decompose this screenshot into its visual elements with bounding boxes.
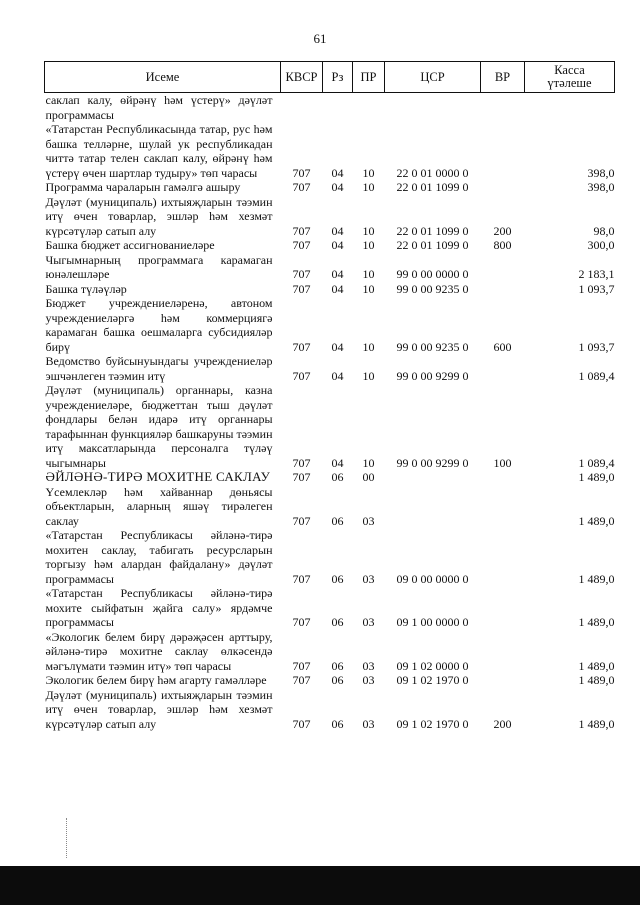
- cell-csr: 22 0 01 1099 0: [396, 223, 469, 238]
- cell-amount: 1 093,7: [578, 339, 615, 354]
- cell-amount: [525, 93, 615, 123]
- cell-csr: 99 0 00 9299 0: [396, 368, 469, 383]
- cell-kvsr: 707: [292, 716, 311, 731]
- cell-kvsr: 707: [292, 470, 311, 484]
- cell-rz: 06: [331, 716, 344, 731]
- cell-name: «Татарстан Республикасы әйләнә-тирә мохите сыйфатын җайга салу» ярдәмче программасы: [45, 586, 273, 629]
- table-row: [45, 630, 615, 674]
- cell-rz: 06: [331, 470, 344, 484]
- cell-csr: [385, 470, 481, 485]
- cell-amount: 1 089,4: [578, 368, 615, 383]
- cell-csr: 09 0 00 0000 0: [396, 571, 469, 586]
- cell-name: ӘЙЛӘНӘ-ТИРӘ МОХИТНЕ САКЛАУ: [45, 469, 271, 484]
- cell-vr: 100: [493, 455, 512, 470]
- cell-vr: 200: [493, 716, 512, 731]
- cell-name: Программа чараларын гамәлгә ашыру: [45, 180, 241, 194]
- table-row: [45, 282, 615, 297]
- cell-amount: 1 089,4: [578, 455, 615, 470]
- cell-pr: 03: [362, 658, 375, 673]
- cell-name: Дәүләт (муниципаль) ихтыяҗларын тәэмин итү өчен товарлар, эшләр һәм хезмәт күрсәтүләр сатып алу: [45, 687, 273, 731]
- scan-bottom-band: [0, 866, 640, 905]
- table-row: [45, 528, 615, 586]
- cell-vr: [481, 630, 525, 674]
- cell-pr: 00: [362, 470, 375, 484]
- cell-amount: 1 093,7: [578, 281, 615, 296]
- cell-csr: 22 0 01 1099 0: [396, 180, 469, 194]
- cell-pr: 10: [362, 223, 375, 238]
- cell-amount: 1 489,0: [578, 571, 615, 586]
- cell-kvsr: 707: [292, 615, 311, 629]
- header-name: Исеме: [45, 62, 281, 93]
- cell-name: «Экологик белем бирү дәрәҗәсен арттыру, әйләнә-тирә мохитне саклау өлкәсендә мәгълүмати тәэмин итү» төп чарасы: [45, 629, 273, 673]
- cell-amount: 1 489,0: [578, 673, 615, 687]
- cell-kvsr: [281, 93, 323, 123]
- cell-vr: [481, 354, 525, 383]
- table-row: [45, 586, 615, 630]
- header-kvsr: КВСР: [281, 62, 323, 93]
- table-row: [45, 354, 615, 383]
- cell-name: Башка түләүләр: [45, 281, 127, 296]
- table-body: [45, 93, 615, 732]
- cell-pr: 10: [362, 455, 375, 470]
- cell-csr: 09 1 00 0000 0: [396, 615, 469, 629]
- cell-csr: 99 0 00 0000 0: [396, 267, 469, 281]
- table-row: [45, 296, 615, 354]
- cell-rz: 04: [331, 281, 344, 296]
- cell-rz: 04: [331, 339, 344, 354]
- cell-kvsr: 707: [292, 673, 311, 687]
- cell-vr: 200: [493, 223, 512, 238]
- cell-kvsr: 707: [292, 180, 311, 194]
- cell-amount: 98,0: [593, 223, 615, 238]
- cell-name: Чыгымнарның программага карамаган юнәлешләре: [45, 252, 273, 281]
- cell-rz: 04: [331, 180, 344, 194]
- header-csr: ЦСР: [385, 62, 481, 93]
- cell-name: Бюджет учреждениеләренә, автоном учреждениеләргә һәм коммерциягә карамаган башка оешмаларга субсидияләр бирү: [45, 296, 273, 354]
- section-row: [45, 470, 615, 485]
- cell-csr: 22 0 01 0000 0: [396, 165, 469, 180]
- cell-rz: 06: [331, 658, 344, 673]
- cell-pr: 03: [362, 513, 375, 528]
- cell-kvsr: 707: [292, 238, 311, 252]
- table-row: [45, 180, 615, 195]
- cell-rz: 04: [331, 238, 344, 252]
- header-rz: Рз: [323, 62, 353, 93]
- cell-pr: 10: [362, 281, 375, 296]
- cell-amount: 1 489,0: [578, 658, 615, 673]
- cell-kvsr: 707: [292, 455, 311, 470]
- cell-name: саклап калу, өйрәнү һәм үстерү» дәүләт программасы: [45, 93, 273, 122]
- cell-vr: [481, 93, 525, 123]
- table-row: [45, 93, 615, 123]
- cell-pr: 10: [362, 339, 375, 354]
- cell-vr: [481, 253, 525, 282]
- cell-csr: 09 1 02 1970 0: [396, 716, 469, 731]
- cell-pr: 10: [362, 180, 375, 194]
- cell-rz: 06: [331, 615, 344, 629]
- page-number: 61: [313, 31, 327, 46]
- cell-rz: 06: [331, 673, 344, 687]
- cell-pr: 10: [362, 368, 375, 383]
- cell-name: «Татарстан Республикасында татар, рус һәм башка телләрне, шулай ук республикадан читтә татар телен саклап калу, өйрәнү һәм үстерү өчен шартлар тудыру» төп чарасы: [45, 122, 273, 180]
- table-row: [45, 485, 615, 529]
- cell-csr: [385, 485, 481, 529]
- cell-csr: 09 1 02 1970 0: [396, 673, 469, 687]
- table-row: [45, 688, 615, 732]
- cell-amount: 398,0: [587, 165, 615, 180]
- cell-kvsr: 707: [292, 513, 311, 528]
- margin-mark: [66, 818, 68, 858]
- table-row: [45, 673, 615, 688]
- cell-csr: 22 0 01 1099 0: [396, 238, 469, 252]
- cell-rz: 06: [331, 571, 344, 586]
- cell-rz: [323, 93, 353, 123]
- header-kassa-label: Касса үтәлеше: [547, 62, 592, 90]
- cell-vr: [481, 470, 525, 485]
- cell-pr: 10: [362, 267, 375, 281]
- cell-kvsr: 707: [292, 281, 311, 296]
- cell-name: Экологик белем бирү һәм агарту гамәлләре: [45, 673, 267, 687]
- cell-kvsr: 707: [292, 368, 311, 383]
- cell-vr: [481, 586, 525, 630]
- cell-amount: 2 183,1: [578, 267, 615, 281]
- cell-pr: 03: [362, 571, 375, 586]
- table-header-row: [45, 62, 615, 93]
- cell-kvsr: 707: [292, 267, 311, 281]
- cell-pr: [353, 93, 385, 123]
- cell-amount: 1 489,0: [578, 615, 615, 629]
- cell-rz: 04: [331, 165, 344, 180]
- cell-vr: 800: [493, 238, 512, 252]
- cell-kvsr: 707: [292, 571, 311, 586]
- cell-name: Башка бюджет ассигнованиеләре: [45, 238, 215, 252]
- cell-pr: 10: [362, 165, 375, 180]
- cell-name: Ведомство буйсынуындагы учреждениеләр эшчәнлеген тәэмин итү: [45, 354, 273, 383]
- table-row: [45, 383, 615, 470]
- cell-vr: [481, 282, 525, 297]
- cell-pr: 03: [362, 716, 375, 731]
- header-vr: ВР: [481, 62, 525, 93]
- cell-amount: 1 489,0: [578, 716, 615, 731]
- cell-kvsr: 707: [292, 658, 311, 673]
- cell-amount: 300,0: [587, 238, 615, 252]
- cell-name: Дәүләт (муниципаль) органнары, казна учреждениеләре, бюджеттан тыш дәүләт фондлары белән идарә итү органнары тарафыннан функцияләр башкаруны тәэмин итү максатларында персоналга түләү чыгымнары: [45, 383, 273, 470]
- cell-vr: [481, 122, 525, 180]
- table-row: [45, 238, 615, 253]
- table-row: [45, 122, 615, 180]
- cell-rz: 04: [331, 455, 344, 470]
- cell-rz: 04: [331, 368, 344, 383]
- cell-vr: 600: [493, 339, 512, 354]
- cell-name: Үсемлекләр һәм хайваннар дөньясы объектларын, аларның яшәү тирәлеген саклау: [45, 484, 273, 528]
- cell-vr: [481, 673, 525, 688]
- cell-pr: 03: [362, 673, 375, 687]
- cell-amount: 1 489,0: [578, 513, 615, 528]
- cell-kvsr: 707: [292, 223, 311, 238]
- cell-kvsr: 707: [292, 165, 311, 180]
- table-row: [45, 253, 615, 282]
- cell-vr: [481, 180, 525, 195]
- budget-table: [44, 61, 615, 731]
- table-row: [45, 195, 615, 239]
- cell-name: «Татарстан Республикасы әйләнә-тирә мохитен саклау, табигать ресурсларын торгызу һәм алардан файдалану» дәүләт программасы: [45, 528, 273, 586]
- cell-amount: 398,0: [587, 180, 615, 194]
- cell-csr: 99 0 00 9235 0: [396, 339, 469, 354]
- cell-rz: 04: [331, 223, 344, 238]
- cell-kvsr: 707: [292, 339, 311, 354]
- cell-amount: 1 489,0: [578, 470, 615, 484]
- cell-pr: 03: [362, 615, 375, 629]
- cell-vr: [481, 528, 525, 586]
- cell-rz: 04: [331, 267, 344, 281]
- cell-csr: [385, 93, 481, 123]
- cell-rz: 06: [331, 513, 344, 528]
- cell-pr: 10: [362, 238, 375, 252]
- cell-csr: 99 0 00 9299 0: [396, 455, 469, 470]
- cell-name: Дәүләт (муниципаль) ихтыяҗларын тәэмин итү өчен товарлар, эшләр һәм хезмәт күрсәтүләр сатып алу: [45, 194, 273, 238]
- cell-csr: 99 0 00 9235 0: [396, 281, 469, 296]
- header-kassa: [525, 62, 615, 93]
- cell-csr: 09 1 02 0000 0: [396, 658, 469, 673]
- cell-vr: [481, 485, 525, 529]
- header-pr: ПР: [353, 62, 385, 93]
